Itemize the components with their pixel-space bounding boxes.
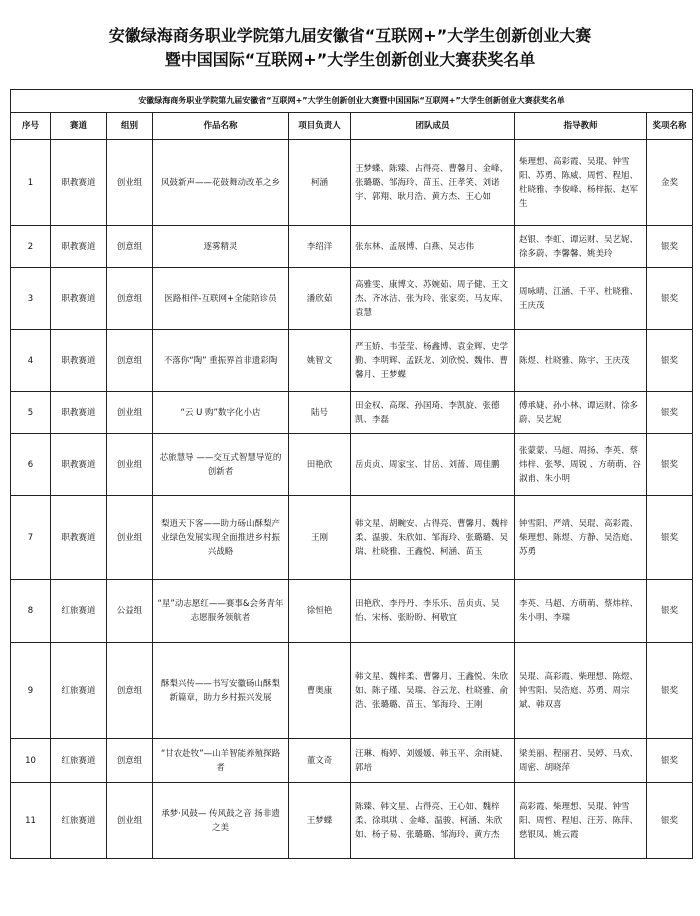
header-members: 团队成员 — [351, 113, 515, 140]
table-row — [11, 268, 693, 330]
cell-advisors: 李英、马超、方萌萌、蔡炜梓、朱小明、李瑞 — [515, 580, 647, 643]
cell-members: 王梦蝶、陈臻、占得亮、曹馨月、金峰、张璐璐、邹海玲、苗玉、汪孝笑、刘诺宇、郭翔、耿月浩、黄方杰、王心如 — [351, 140, 515, 226]
table-row — [11, 140, 693, 226]
cell-track: 红旅赛道 — [51, 739, 107, 783]
cell-group: 创意组 — [107, 226, 153, 268]
cell-leader: 王梦蝶 — [289, 783, 351, 859]
table-caption: 安徽绿海商务职业学院第九届安徽省“互联网+”大学生创新创业大赛暨中国国际“互联网+”大学生创新创业大赛获奖名单 — [11, 90, 693, 113]
cell-leader: 潘欣茹 — [289, 268, 351, 330]
cell-award: 金奖 — [647, 140, 693, 226]
cell-no: 4 — [11, 330, 51, 392]
cell-track: 红旅赛道 — [51, 783, 107, 859]
cell-award: 银奖 — [647, 226, 693, 268]
cell-members: 高雅雯、康博文、苏婉茹、周子健、王文杰、齐冰洁、张为玲、张家奕、马友库、袁慧 — [351, 268, 515, 330]
cell-advisors: 高彩霞、柴理想、吴琨、钟雪阳、周哲、程旭、汪芳、陈萍、慈银凤、姚云霞 — [515, 783, 647, 859]
cell-award: 银奖 — [647, 434, 693, 496]
cell-no: 10 — [11, 739, 51, 783]
cell-members: 韩文星、胡畹安、占得亮、曹馨月、魏梓柔、温骏、朱欣如、邹海玲、张璐璐、吴瑞、杜晓雅、王鑫悦、柯涵、苗玉 — [351, 496, 515, 580]
cell-members: 严玉娇、韦莹莹、杨鑫博、袁金辉、史学勤、李明辉、孟跃龙、刘欣悦、魏伟、曹馨月、王梦蝶 — [351, 330, 515, 392]
cell-advisors: 赵银、李虹、谭运财、吴艺妮、徐多蔚、李馨馨、姚美玲 — [515, 226, 647, 268]
cell-no: 7 — [11, 496, 51, 580]
cell-track: 职教赛道 — [51, 268, 107, 330]
cell-project: 酥梨兴传——书写安徽砀山酥梨新篇章，助力乡村振兴发展 — [153, 643, 289, 739]
cell-leader: 姚智文 — [289, 330, 351, 392]
cell-no: 6 — [11, 434, 51, 496]
cell-group: 创意组 — [107, 268, 153, 330]
cell-project: 梨逍天下客——助力砀山酥梨产业绿色发展实现全面推进乡村振兴战略 — [153, 496, 289, 580]
table-body — [11, 140, 693, 859]
table-row — [11, 434, 693, 496]
cell-advisors: 钟雪阳、严靖、吴琨、高彩霞、柴理想、陈煜、方静、吴浩庭、苏勇 — [515, 496, 647, 580]
cell-track: 职教赛道 — [51, 226, 107, 268]
table-row — [11, 739, 693, 783]
table-row — [11, 330, 693, 392]
cell-members: 陈臻、韩文星、占得亮、王心如、魏梓柔、徐琪琪 、金峰、温骏、柯涵、朱欣如、杨子易、张璐璐、邹海玲、黄方杰 — [351, 783, 515, 859]
cell-advisors: 周咏晴、江涵、千平、杜晓雅、王庆茂 — [515, 268, 647, 330]
cell-track: 职教赛道 — [51, 434, 107, 496]
header-advisors: 指导教师 — [515, 113, 647, 140]
awards-table — [10, 89, 693, 859]
cell-track: 职教赛道 — [51, 330, 107, 392]
cell-award: 银奖 — [647, 496, 693, 580]
cell-members: 韩文星、魏梓柔、曹馨月、王鑫悦、朱欣如、陈子瑾、吴瑞、谷云龙、杜晓雅、俞浩、张璐璐、苗玉、邹海玲、王刚 — [351, 643, 515, 739]
cell-leader: 陆号 — [289, 392, 351, 434]
cell-group: 创意组 — [107, 330, 153, 392]
header-track: 赛道 — [51, 113, 107, 140]
cell-group: 创业组 — [107, 392, 153, 434]
cell-project: “云 U 购”数字化小店 — [153, 392, 289, 434]
cell-no: 1 — [11, 140, 51, 226]
cell-project: 医路相伴-互联网+全能陪诊员 — [153, 268, 289, 330]
cell-group: 创意组 — [107, 739, 153, 783]
header-no: 序号 — [11, 113, 51, 140]
cell-no: 9 — [11, 643, 51, 739]
page-title-line-2: 暨中国国际“互联网+”大学生创新创业大赛获奖名单 — [164, 50, 536, 69]
cell-group: 公益组 — [107, 580, 153, 643]
cell-group: 创业组 — [107, 783, 153, 859]
cell-no: 11 — [11, 783, 51, 859]
cell-project: 不落你“陶” 重振界首非遗彩陶 — [153, 330, 289, 392]
cell-leader: 王刚 — [289, 496, 351, 580]
cell-no: 3 — [11, 268, 51, 330]
cell-leader: 田艳欣 — [289, 434, 351, 496]
cell-leader: 柯涵 — [289, 140, 351, 226]
table-row — [11, 643, 693, 739]
cell-leader: 徐恒艳 — [289, 580, 351, 643]
cell-members: 田艳欣、李丹丹、李乐乐、岳贞贞、吴怡、宋杨、张盼盼、柯敬宜 — [351, 580, 515, 643]
cell-advisors: 张蒙蒙、马超、周扬、李英、蔡炜梓、张琴、周锐 、方萌萌、谷淑甫、朱小明 — [515, 434, 647, 496]
cell-group: 创业组 — [107, 434, 153, 496]
page-title-line-1: 安徽绿海商务职业学院第九届安徽省“互联网+”大学生创新创业大赛 — [108, 26, 592, 45]
cell-advisors: 陈煜、杜晓雅、陈宇、王庆茂 — [515, 330, 647, 392]
cell-leader: 董文奇 — [289, 739, 351, 783]
cell-project: 逐雾精灵 — [153, 226, 289, 268]
cell-members: 张东林、孟展博、白燕、吴志伟 — [351, 226, 515, 268]
cell-award: 银奖 — [647, 268, 693, 330]
cell-group: 创业组 — [107, 140, 153, 226]
cell-group: 创业组 — [107, 496, 153, 580]
header-project: 作品名称 — [153, 113, 289, 140]
cell-project: 芯旅慧导 ——交互式智慧导览的创新者 — [153, 434, 289, 496]
table-row — [11, 392, 693, 434]
cell-advisors: 吴琨、高彩霞、柴理想、陈煜、钟雪阳、吴浩庭、苏勇、周宗斌、韩双喜 — [515, 643, 647, 739]
table-row — [11, 783, 693, 859]
cell-members: 岳贞贞、周家宝、甘岳、刘蔷、周佳鹏 — [351, 434, 515, 496]
cell-advisors: 傅承婕、孙小林、谭运财、徐多蔚、吴艺妮 — [515, 392, 647, 434]
cell-group: 创意组 — [107, 643, 153, 739]
cell-members: 田金权、高琛、孙国琦、李凯旋、张德凯、李磊 — [351, 392, 515, 434]
cell-award: 银奖 — [647, 783, 693, 859]
cell-project: “甘农赴牧”—山羊智能养殖探路者 — [153, 739, 289, 783]
cell-track: 职教赛道 — [51, 496, 107, 580]
cell-award: 银奖 — [647, 580, 693, 643]
table-row — [11, 226, 693, 268]
cell-project: 风鼓新声——花鼓舞动改革之乡 — [153, 140, 289, 226]
cell-award: 银奖 — [647, 330, 693, 392]
cell-members: 汪琳、梅婷、刘媛媛、韩玉平、余雨婕、郭培 — [351, 739, 515, 783]
table-header-row — [11, 113, 693, 140]
header-group: 组别 — [107, 113, 153, 140]
page-title — [0, 24, 700, 72]
cell-leader: 曹奥康 — [289, 643, 351, 739]
table-row — [11, 496, 693, 580]
header-leader: 项目负责人 — [289, 113, 351, 140]
cell-no: 8 — [11, 580, 51, 643]
cell-project: 承梦·风鼓— 传风鼓之音 扬非遗之美 — [153, 783, 289, 859]
header-award: 奖项名称 — [647, 113, 693, 140]
cell-advisors: 柴理想、高彩霞、吴琨、钟雪阳、苏勇、陈威、周哲、程旭、杜晓雅、李俊峰、杨梓振、赵军生 — [515, 140, 647, 226]
cell-leader: 李绍洋 — [289, 226, 351, 268]
cell-advisors: 梁美丽、程丽君、吴婷、马欢、周密、胡晓萍 — [515, 739, 647, 783]
cell-no: 2 — [11, 226, 51, 268]
cell-track: 职教赛道 — [51, 392, 107, 434]
cell-track: 红旅赛道 — [51, 643, 107, 739]
cell-award: 银奖 — [647, 392, 693, 434]
table-row — [11, 580, 693, 643]
cell-award: 银奖 — [647, 643, 693, 739]
cell-no: 5 — [11, 392, 51, 434]
cell-track: 红旅赛道 — [51, 580, 107, 643]
cell-project: “星”动志愿红——赛事&会务青年志愿服务领航者 — [153, 580, 289, 643]
cell-track: 职教赛道 — [51, 140, 107, 226]
cell-award: 银奖 — [647, 739, 693, 783]
